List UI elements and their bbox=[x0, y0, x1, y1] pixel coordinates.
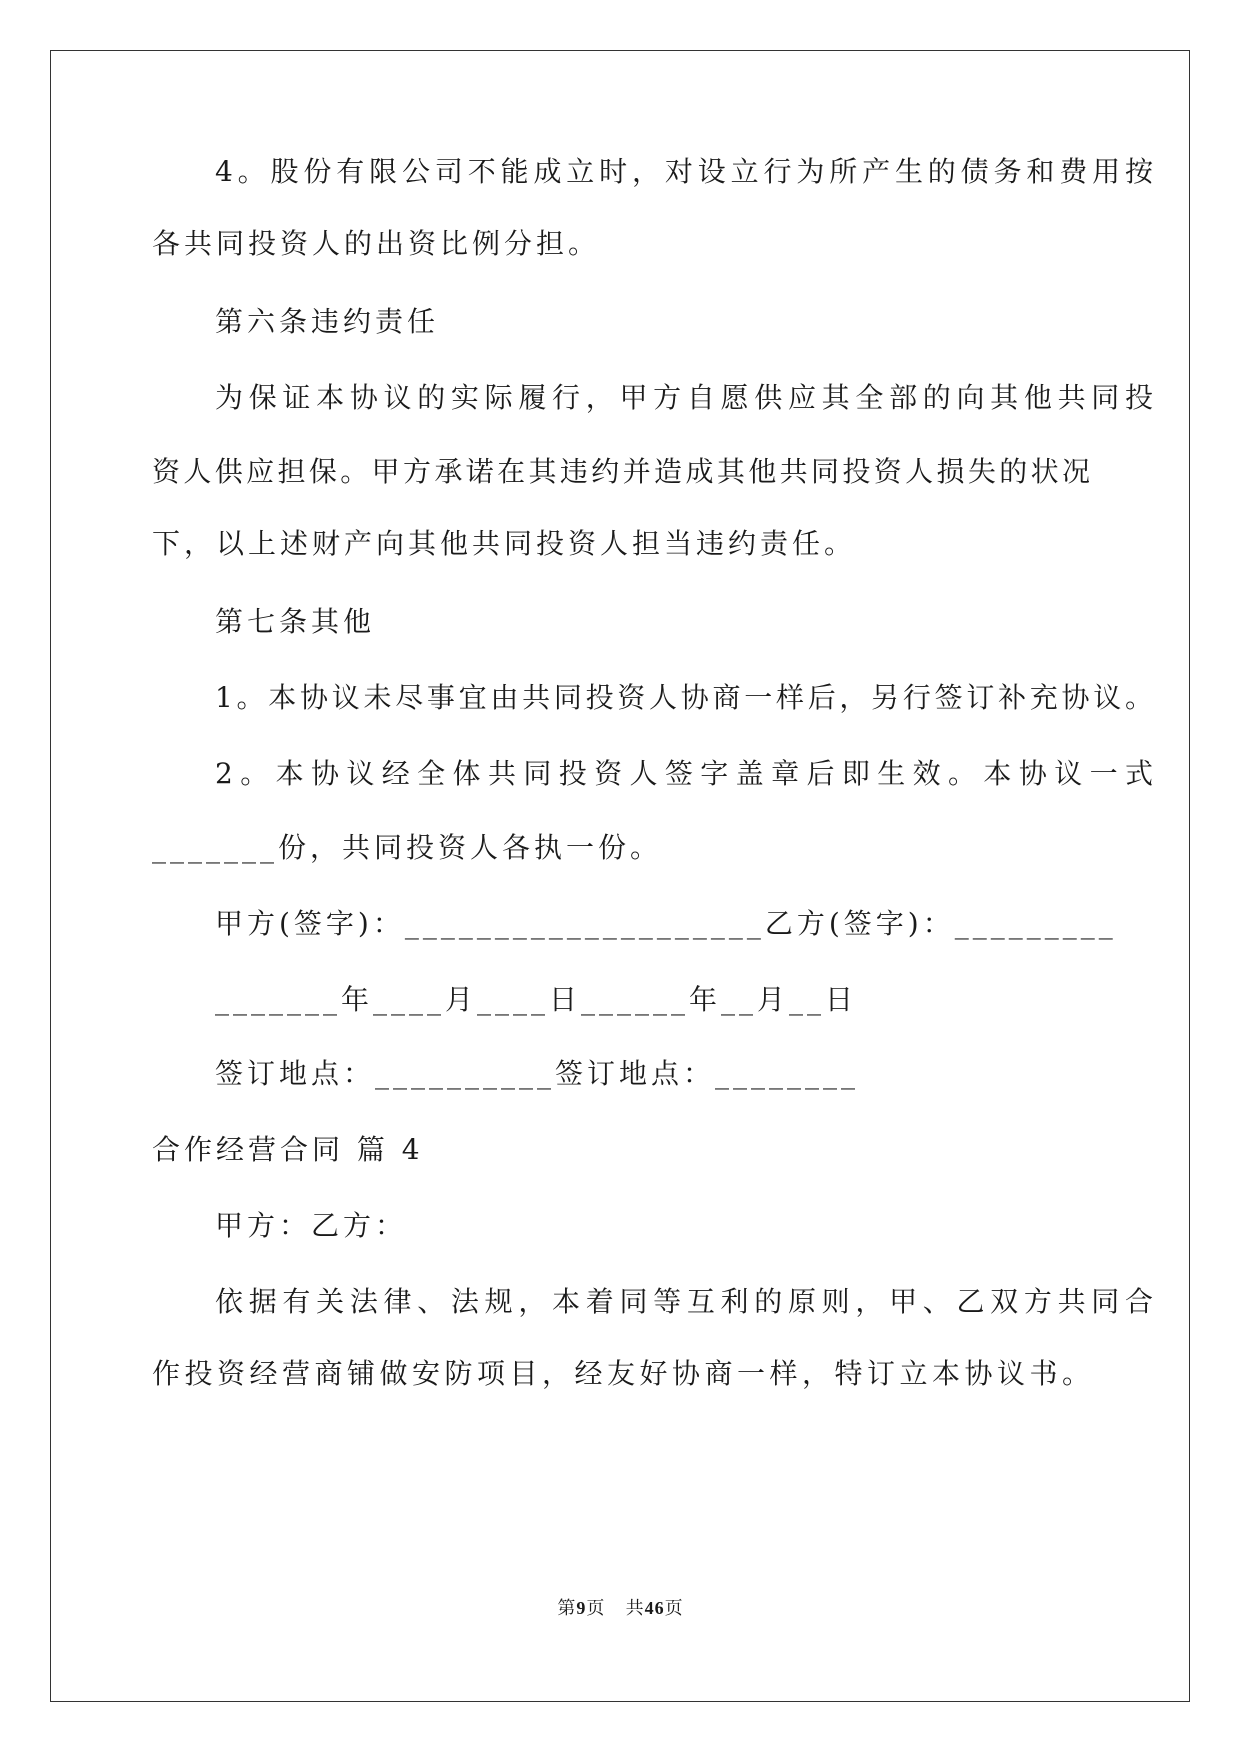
paragraph-line: 资人供应担保。甲方承诺在其违约并造成其他共同投资人损失的状况 bbox=[152, 455, 1090, 488]
paragraph-line: _______份，共同投资人各执一份。 bbox=[152, 831, 663, 864]
signature-line: 甲方(签字)：____________________乙方(签字)：_________ bbox=[215, 907, 1117, 940]
page-prefix: 第 bbox=[557, 1598, 577, 1619]
paragraph-line: 作投资经营商铺做安防项目，经友好协商一样，特订立本协议书。 bbox=[152, 1357, 1090, 1390]
total-suffix: 页 bbox=[664, 1598, 684, 1619]
section-heading: 第七条其他 bbox=[215, 605, 376, 638]
paragraph-line: 1。本协议未尽事宜由共同投资人协商一样后，另行签订补充协议。 bbox=[215, 681, 1153, 714]
paragraph-line: 各共同投资人的出资比例分担。 bbox=[152, 227, 601, 260]
paragraph-line: 2。本协议经全体共同投资人签字盖章后即生效。本协议一式 bbox=[215, 757, 1153, 790]
paragraph-line: 下，以上述财产向其他共同投资人担当违约责任。 bbox=[152, 527, 857, 560]
date-line: _______年____月____日______年__月__日 bbox=[215, 983, 858, 1016]
parties-line: 甲方：乙方： bbox=[215, 1209, 408, 1242]
paragraph-line: 4。股份有限公司不能成立时，对设立行为所产生的债务和费用按 bbox=[215, 155, 1153, 188]
paragraph-line: 依据有关法律、法规，本着同等互利的原则，甲、乙双方共同合 bbox=[215, 1285, 1153, 1318]
section-heading: 第六条违约责任 bbox=[215, 305, 440, 338]
total-prefix: 共 bbox=[625, 1598, 645, 1619]
page-number: 9 bbox=[576, 1598, 587, 1618]
page-footer bbox=[0, 1596, 1241, 1621]
contract-title: 合作经营合同 篇 4 bbox=[152, 1133, 424, 1166]
total-pages: 46 bbox=[644, 1598, 665, 1618]
location-line: 签订地点：__________签订地点：________ bbox=[215, 1057, 860, 1090]
page-border bbox=[50, 50, 1190, 1702]
paragraph-line: 为保证本协议的实际履行，甲方自愿供应其全部的向其他共同投 bbox=[215, 381, 1153, 414]
page-suffix: 页 bbox=[586, 1598, 606, 1619]
